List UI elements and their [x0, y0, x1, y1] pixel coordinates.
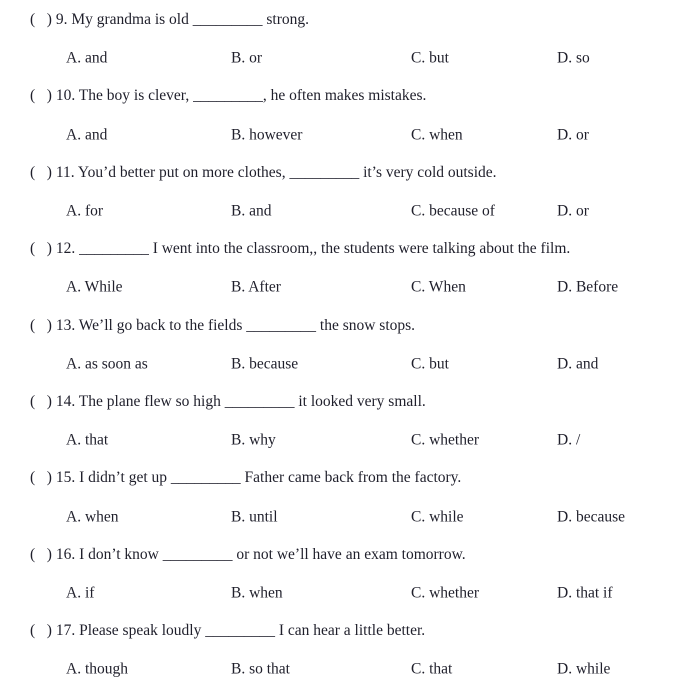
- option-c: C. that: [411, 660, 453, 678]
- question-text: ( ) 12. _________ I went into the classroom,, the students were talking about the film.: [30, 240, 571, 258]
- options-row: [0, 497, 676, 535]
- option-a: A. While: [66, 278, 123, 296]
- option-b: B. until: [231, 507, 278, 525]
- question-text: ( ) 15. I didn’t get up _________ Father came back from the factory.: [30, 469, 462, 487]
- option-a: A. though: [66, 660, 128, 678]
- option-b: B. or: [231, 49, 262, 67]
- options-row: [0, 192, 676, 230]
- option-b: B. because: [231, 355, 299, 373]
- option-a: A. for: [66, 202, 104, 220]
- option-a: A. as soon as: [66, 355, 148, 373]
- question-block-15: [0, 459, 676, 535]
- option-d: D. or: [557, 202, 589, 220]
- option-d: D. or: [557, 125, 589, 143]
- question-text: ( ) 9. My grandma is old _________ strong.: [30, 11, 309, 29]
- question-block-9: [0, 1, 676, 77]
- question-text: ( ) 10. The boy is clever, _________, he often makes mistakes.: [30, 87, 427, 105]
- question-text: ( ) 13. We’ll go back to the fields _________ the snow stops.: [30, 316, 416, 334]
- options-row: [0, 39, 676, 77]
- option-b: B. why: [231, 431, 276, 449]
- option-a: A. and: [66, 125, 108, 143]
- question-text: ( ) 11. You’d better put on more clothes, _________ it’s very cold outside.: [30, 163, 497, 181]
- option-b: B. so that: [231, 660, 290, 678]
- question-block-14: [0, 383, 676, 459]
- options-row: [0, 650, 676, 688]
- option-c: C. but: [411, 49, 449, 67]
- options-row: [0, 574, 676, 612]
- option-d: D. /: [557, 431, 581, 449]
- question-block-17: [0, 612, 676, 688]
- option-a: A. when: [66, 507, 119, 525]
- question-block-12: [0, 230, 676, 306]
- question-block-13: [0, 307, 676, 383]
- options-row: [0, 268, 676, 306]
- options-row: [0, 345, 676, 383]
- option-b: B. and: [231, 202, 272, 220]
- options-row: [0, 116, 676, 154]
- question-text: ( ) 17. Please speak loudly _________ I can hear a little better.: [30, 622, 426, 640]
- option-d: D. that if: [557, 584, 613, 602]
- option-c: C. because of: [411, 202, 495, 220]
- option-c: C. whether: [411, 431, 480, 449]
- question-text: ( ) 16. I don’t know _________ or not we’ll have an exam tomorrow.: [30, 545, 466, 563]
- question-block-11: [0, 154, 676, 230]
- option-d: D. so: [557, 49, 590, 67]
- question-block-16: [0, 536, 676, 612]
- option-c: C. when: [411, 125, 463, 143]
- option-c: C. When: [411, 278, 466, 296]
- option-b: B. After: [231, 278, 281, 296]
- option-b: B. however: [231, 125, 303, 143]
- option-d: D. Before: [557, 278, 619, 296]
- option-a: A. if: [66, 584, 95, 602]
- option-c: C. but: [411, 355, 449, 373]
- option-a: A. that: [66, 431, 109, 449]
- option-c: C. while: [411, 507, 464, 525]
- option-a: A. and: [66, 49, 108, 67]
- option-d: D. because: [557, 507, 625, 525]
- question-text: ( ) 14. The plane flew so high _________ it looked very small.: [30, 392, 426, 410]
- option-d: D. and: [557, 355, 599, 373]
- option-c: C. whether: [411, 584, 480, 602]
- question-block-10: [0, 77, 676, 153]
- option-d: D. while: [557, 660, 611, 678]
- options-row: [0, 421, 676, 459]
- option-b: B. when: [231, 584, 283, 602]
